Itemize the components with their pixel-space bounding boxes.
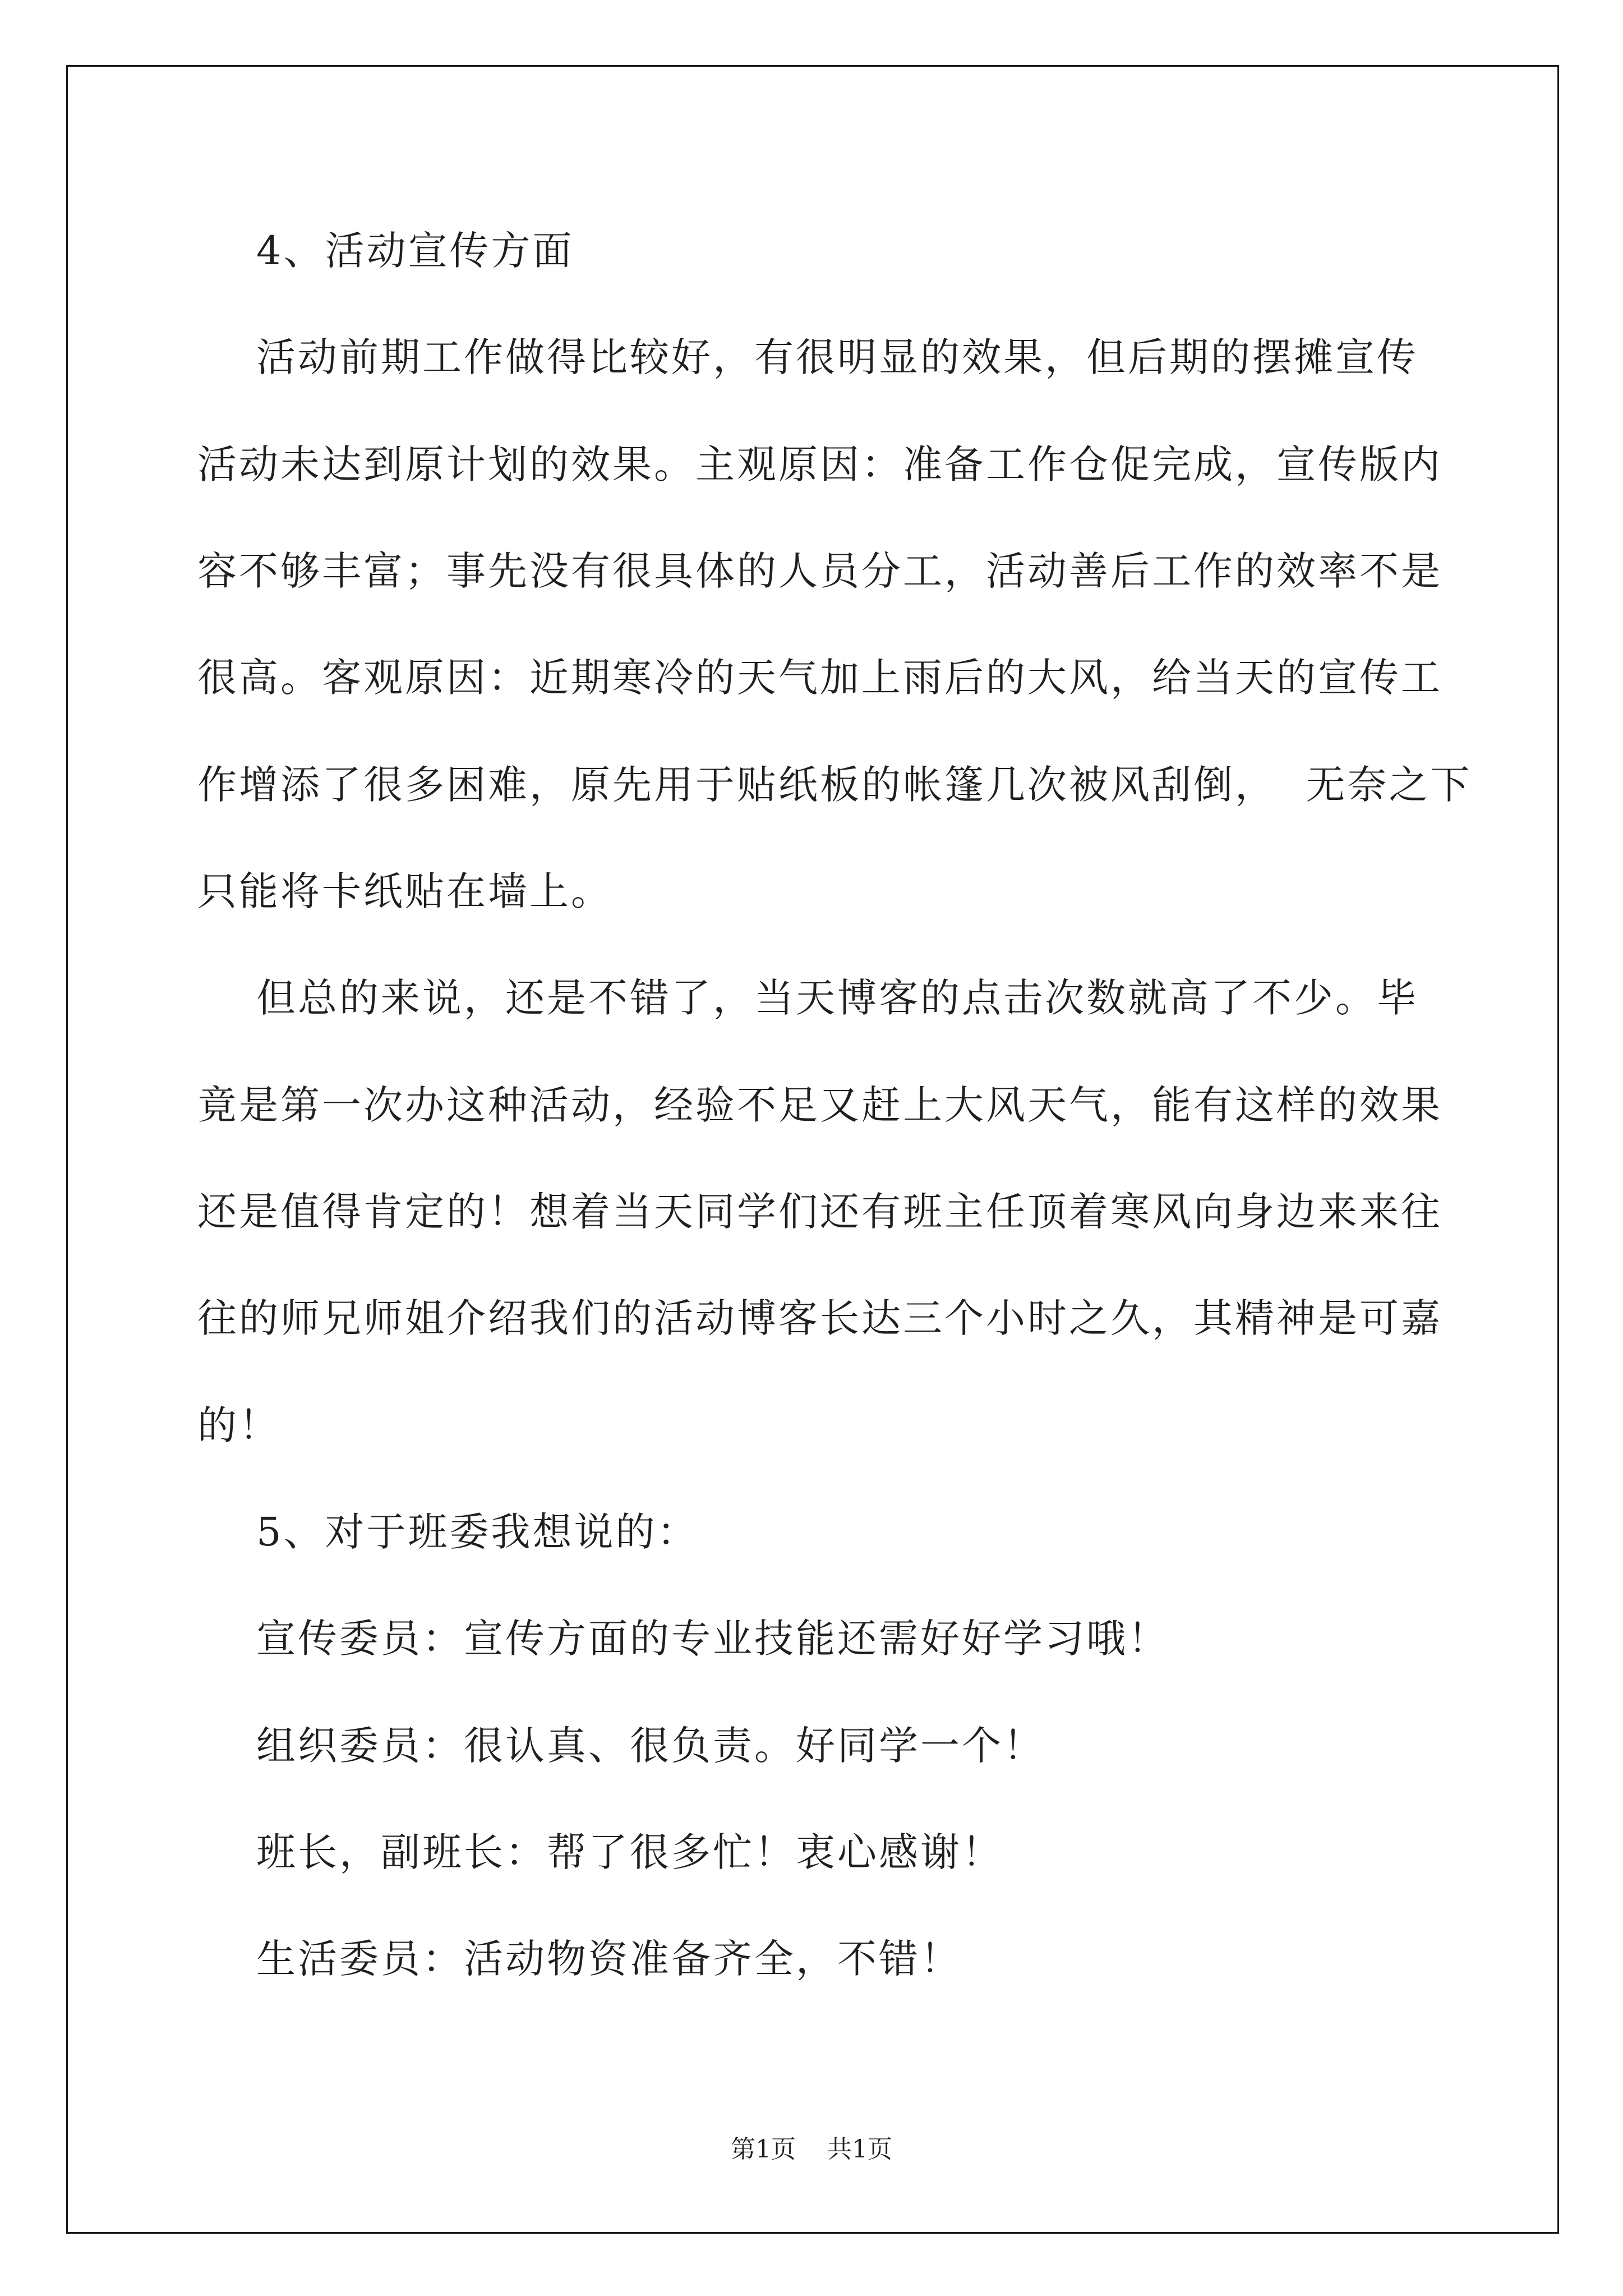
paragraph-line: 竟是第一次办这种活动，经验不足又赶上大风天气，能有这样的效果 xyxy=(197,1082,1442,1128)
heading-section-4: 4、活动宣传方面 xyxy=(197,228,574,274)
list-item: 组织委员：很认真、很负责。好同学一个！ xyxy=(197,1723,1045,1769)
paragraph-line: 容不够丰富；事先没有很具体的人员分工，活动善后工作的效率不是 xyxy=(197,548,1442,594)
paragraph-line: 但总的来说，还是不错了，当天博客的点击次数就高了不少。毕 xyxy=(197,975,1419,1021)
paragraph-line: 只能将卡纸贴在墙上。 xyxy=(197,868,612,914)
paragraph-line: 的！ xyxy=(197,1402,280,1448)
page-number: 第1页 xyxy=(731,2135,796,2164)
heading-section-5: 5、对于班委我想说的： xyxy=(197,1509,699,1555)
list-item: 宣传委员：宣传方面的专业技能还需好好学习哦！ xyxy=(197,1616,1170,1662)
list-item: 班长，副班长：帮了很多忙！衷心感谢！ xyxy=(197,1829,1004,1875)
paragraph-line: 活动前期工作做得比较好，有很明显的效果，但后期的摆摊宣传 xyxy=(197,334,1419,380)
paragraph-line: 往的师兄师姐介绍我们的活动博客长达三个小时之久，其精神是可嘉 xyxy=(197,1295,1442,1341)
paragraph-line: 活动未达到原计划的效果。主观原因：准备工作仓促完成，宣传版内 xyxy=(197,441,1442,487)
paragraph-line: 还是值得肯定的！想着当天同学们还有班主任顶着寒风向身边来来往 xyxy=(197,1189,1442,1235)
paragraph-line: 很高。客观原因：近期寒冷的天气加上雨后的大风，给当天的宣传工 xyxy=(197,655,1442,701)
page-total: 共1页 xyxy=(827,2135,892,2164)
page-border xyxy=(66,65,1559,2234)
paragraph-line: 作增添了很多困难，原先用于贴纸板的帐篷几次被风刮倒， 无奈之下 xyxy=(197,762,1472,808)
list-item: 生活委员：活动物资准备齐全，不错！ xyxy=(197,1936,962,1982)
page-footer xyxy=(0,2137,1623,2162)
